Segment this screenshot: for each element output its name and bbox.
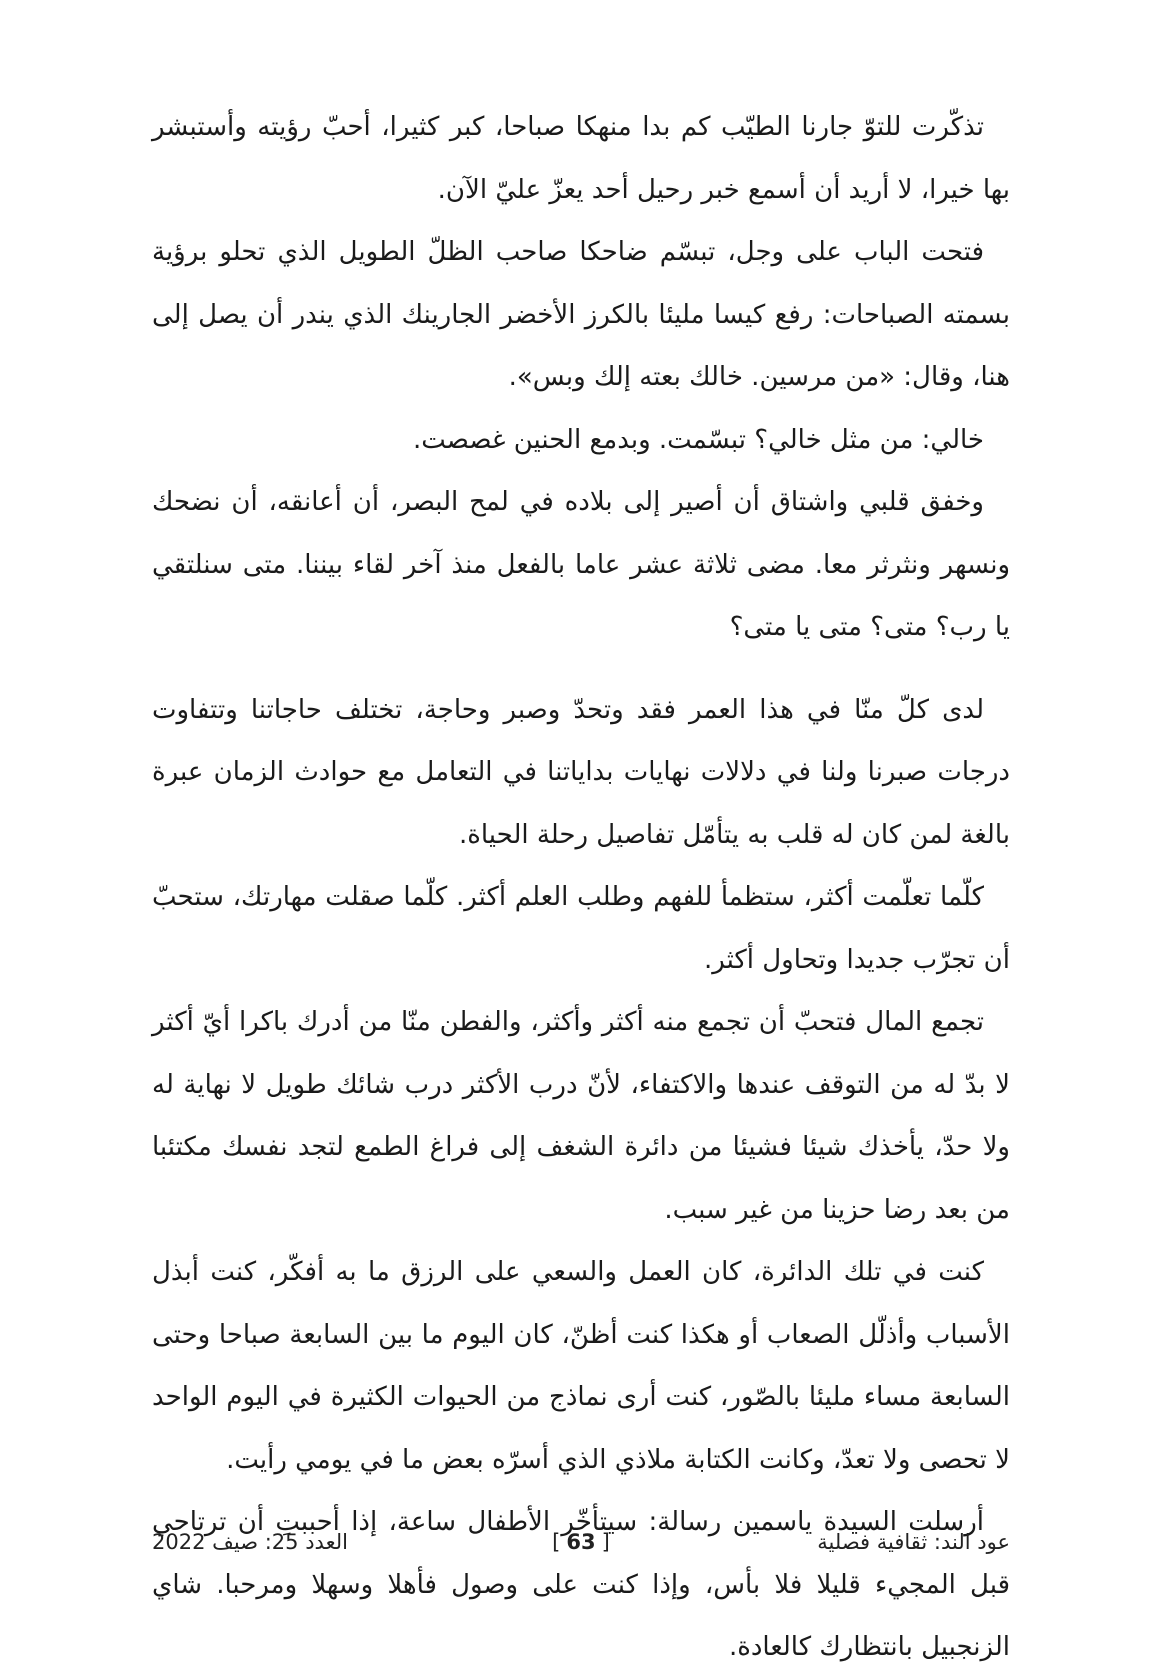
page-number-value: 63 [566,1530,596,1554]
paragraph: كلّما تعلّمت أكثر، ستظمأ للفهم وطلب العلم أكثر. كلّما صقلت مهارتك، ستحبّ أن تجرّب جديدا وتحاول أكثر. [152,882,1010,975]
page-number-close-bracket: ] [601,1530,610,1554]
paragraph: لدى كلّ منّا في هذا العمر فقد وتحدّ وصبر وحاجة، تختلف حاجاتنا وتتفاوت درجات صبرنا ولنا في دلالات نهايات بداياتنا في التعامل مع حوادث الزمان عبرة بالغة لمن كان له قلب به يتأمّل تفاصيل رحلة الحياة. [152,694,1010,850]
page-number-open-bracket: [ [552,1530,561,1554]
paragraph: كنت في تلك الدائرة، كان العمل والسعي على الرزق ما به أفكّر، كنت أبذل الأسباب وأذلّل الصعاب أو هكذا كنت أظنّ، كان اليوم ما بين السابعة صباحا وحتى السابعة مساء مليئا بالصّور، كنت أرى نماذج من الحيوات الكثيرة في اليوم الواحد لا تحصى ولا تعدّ، وكانت الكتابة ملاذي الذي أسرّه بعض ما في يومي رأيت. [152,1257,1010,1475]
page-number [552,1530,610,1554]
paragraph: تذكّرت للتوّ جارنا الطيّب كم بدا منهكا صباحا، كبر كثيرا، أحبّ رؤيته وأستبشر بها خيرا، لا أريد أن أسمع خبر رحيل أحد يعزّ عليّ الآن. [152,112,1010,205]
paragraph: تجمع المال فتحبّ أن تجمع منه أكثر وأكثر، والفطن منّا من أدرك باكرا أيّ أكثر لا بدّ له من التوقف عندها والاكتفاء، لأنّ درب الأكثر درب شائك طويل لا نهاية له ولا حدّ، يأخذك شيئا فشيئا من دائرة الشغف إلى فراغ الطمع لتجد نفسك مكتئبا من بعد رضا حزينا من غير سبب. [152,1007,1010,1225]
issue-label: العدد 25: صيف 2022 [152,1530,348,1554]
page-footer [152,1530,1010,1570]
paragraph: خالي: من مثل خالي؟ تبسّمت. وبدمع الحنين غصصت. [413,424,984,455]
journal-name: عود الند: ثقافية فصلية [817,1530,1010,1554]
paragraph: فتحت الباب على وجل، تبسّم ضاحكا صاحب الظلّ الطويل الذي تحلو برؤية بسمته الصباحات: رفع كيسا مليئا بالكرز الأخضر الجارينك الذي يندر أن يصل إلى هنا، وقال: «من مرسين. خالك بعته إلك وبس». [152,237,1010,392]
paragraph: أرسلت السيدة ياسمين رسالة: سيتأخّر الأطفال ساعة، إذا أحببتِ أن ترتاحي قبل المجيء قليلا فلا بأس، وإذا كنت على وصول فأهلا وسهلا ومرحبا. شاي الزنجبيل بانتظارك كالعادة. [152,1507,1010,1662]
article-body [152,96,1010,1679]
paragraph: وخفق قلبي واشتاق أن أصير إلى بلاده في لمح البصر، أن أعانقه، أن نضحك ونسهر ونثرثر معا. مضى ثلاثة عشر عاما بالفعل منذ آخر لقاء بيننا. متى سنلتقي يا رب؟ متى؟ متى يا متى؟ [152,487,1010,642]
